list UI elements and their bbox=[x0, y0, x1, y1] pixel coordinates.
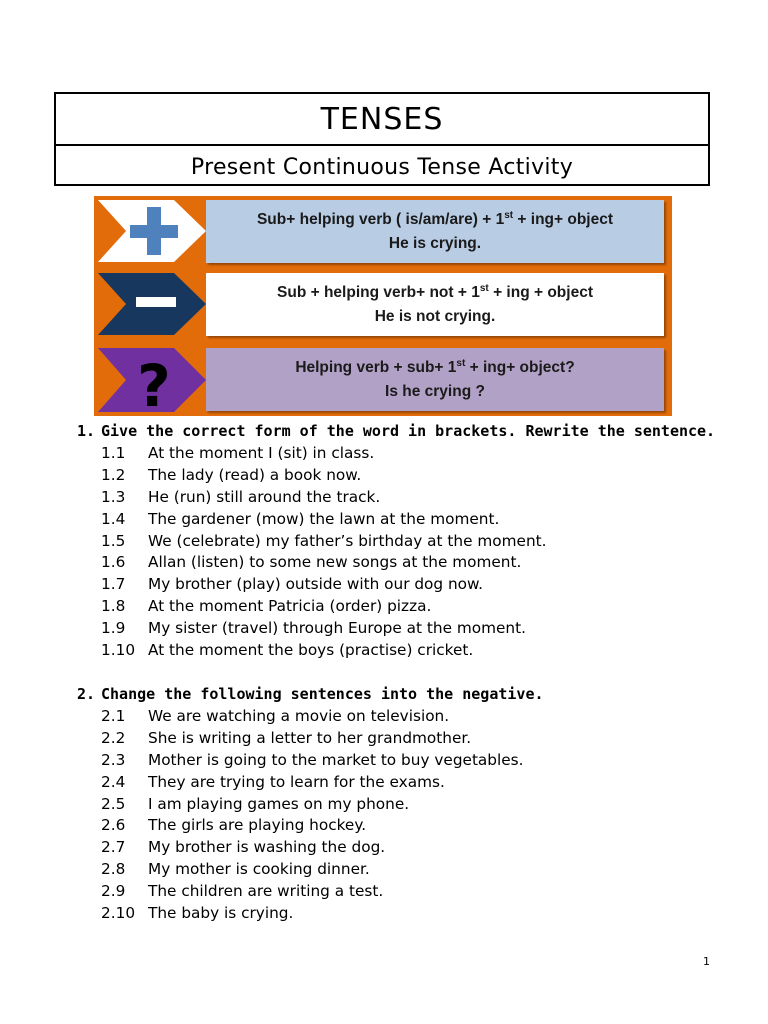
list-item: 2.2 She is writing a letter to her grandmother. bbox=[101, 728, 472, 747]
list-item: 2.4 They are trying to learn for the exams. bbox=[101, 772, 445, 791]
svg-text:?: ? bbox=[137, 352, 171, 412]
page-number: 1 bbox=[703, 955, 710, 968]
question-2-instruction: Change the following sentences into the negative. bbox=[101, 684, 544, 703]
plus-icon bbox=[96, 198, 208, 264]
list-item: 2.9 The children are writing a test. bbox=[101, 882, 384, 901]
negative-formula-box bbox=[206, 273, 664, 336]
positive-example: He is crying. bbox=[388, 234, 482, 252]
list-item: 2.10 The baby is crying. bbox=[101, 904, 294, 923]
list-item: 1.7 My brother (play) outside with our dog now. bbox=[101, 575, 484, 594]
question-1-number: 1. bbox=[77, 422, 96, 440]
list-item: 1.3 He (run) still around the track. bbox=[101, 487, 381, 506]
list-item: 1.6 Allan (listen) to some new songs at the moment. bbox=[101, 553, 522, 572]
list-item: 2.3 Mother is going to the market to buy vegetables. bbox=[101, 750, 524, 769]
list-item: 1.9 My sister (travel) through Europe at the moment. bbox=[101, 619, 526, 638]
minus-icon bbox=[96, 273, 208, 339]
list-item: 1.8 At the moment Patricia (order) pizza. bbox=[101, 597, 432, 616]
question-example: Is he crying ? bbox=[385, 382, 485, 400]
title-box bbox=[54, 92, 710, 186]
list-item: 2.7 My brother is washing the dog. bbox=[101, 838, 386, 857]
question-formula-box bbox=[206, 348, 664, 411]
question-formula: Helping verb + sub+ 1st + ing+ object? bbox=[295, 357, 575, 376]
page-subtitle: Present Continuous Tense Activity bbox=[190, 154, 574, 180]
exercises bbox=[77, 421, 717, 925]
question-2-heading bbox=[77, 684, 717, 706]
page-title: TENSES bbox=[56, 94, 708, 146]
list-item: 1.2 The lady (read) a book now. bbox=[101, 465, 362, 484]
positive-formula-box bbox=[206, 200, 664, 263]
negative-formula: Sub + helping verb+ not + 1st + ing + object bbox=[277, 282, 593, 301]
list-item: 1.10 At the moment the boys (practise) cricket. bbox=[101, 641, 474, 660]
negative-example: He is not crying. bbox=[374, 307, 496, 325]
list-item: 1.5 We (celebrate) my father’s birthday at the moment. bbox=[101, 531, 547, 550]
list-item: 1.4 The gardener (mow) the lawn at the moment. bbox=[101, 509, 500, 528]
question-mark-icon bbox=[96, 346, 208, 412]
list-item: 2.6 The girls are playing hockey. bbox=[101, 816, 367, 835]
question-1-instruction: Give the correct form of the word in brackets. Rewrite the sentence. bbox=[101, 422, 716, 440]
grammar-chart bbox=[94, 196, 672, 416]
positive-formula: Sub+ helping verb ( is/am/are) + 1st + ing+ object bbox=[256, 209, 614, 228]
question-1-heading bbox=[77, 421, 717, 443]
list-item: 2.1 We are watching a movie on television. bbox=[101, 706, 450, 725]
list-item: 2.8 My mother is cooking dinner. bbox=[101, 860, 370, 879]
question-2-number: 2. bbox=[77, 684, 96, 703]
list-item: 2.5 I am playing games on my phone. bbox=[101, 794, 410, 813]
list-item: 1.1 At the moment I (sit) in class. bbox=[101, 443, 375, 462]
